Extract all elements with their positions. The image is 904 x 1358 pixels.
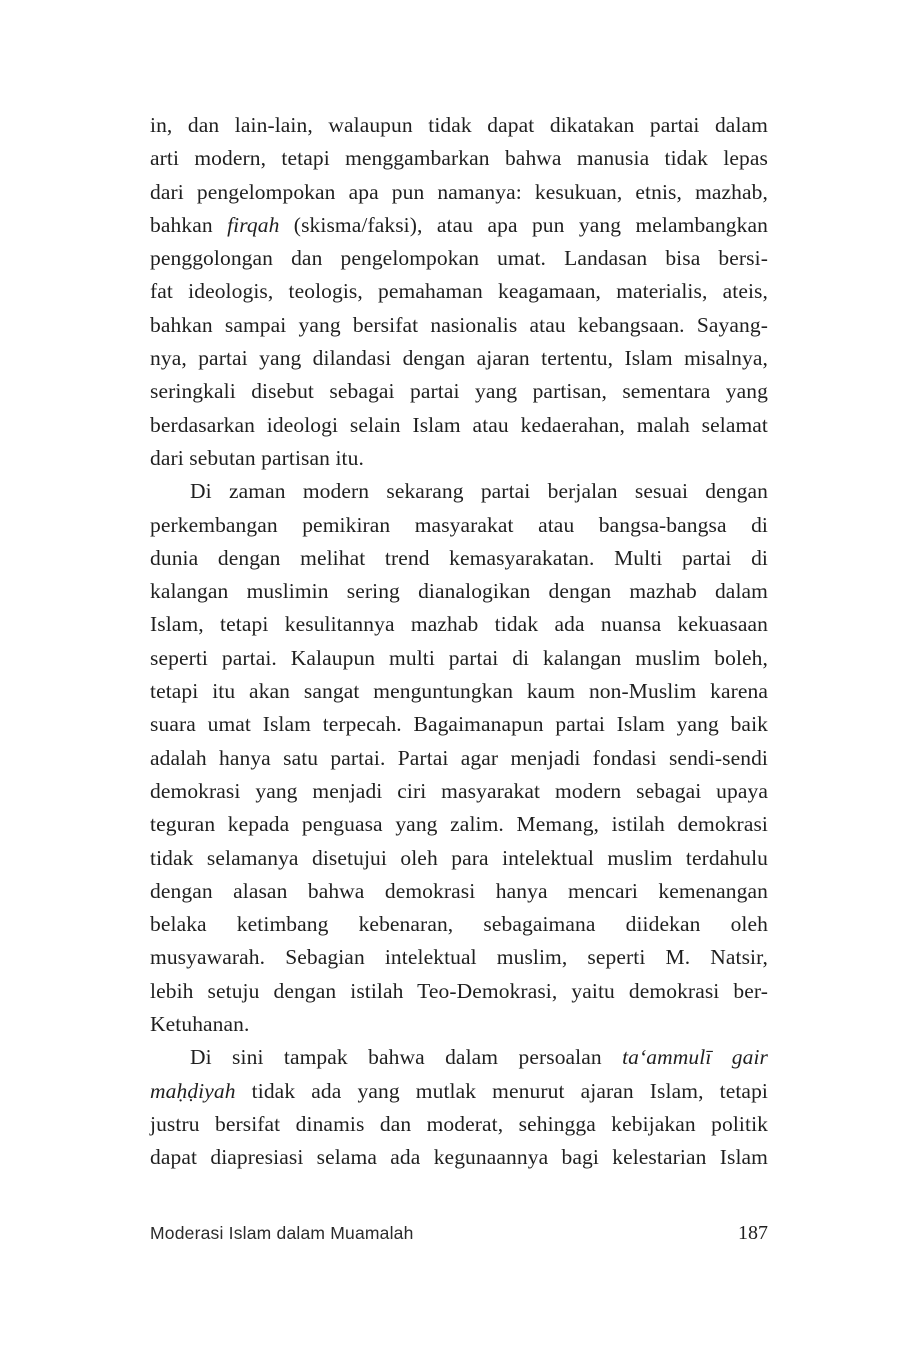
text-segment: kalangan muslimin sering dianalogikan dengan mazhab dalam [150,579,768,604]
text-segment: musyawarah. Sebagian intelektual muslim, seperti M. Natsir, [150,945,768,970]
text-segment: dari sebutan partisan itu. [150,445,364,470]
text-segment: bahkan sampai yang bersifat nasionalis atau kebangsaan. Sayang- [150,312,768,337]
paragraph [150,109,768,475]
text-segment: bahkan [150,212,228,237]
text-line [150,808,768,841]
text-line [150,775,768,808]
text-line [150,708,768,741]
text-line [150,908,768,941]
text-line [150,975,768,1008]
text-segment: seringkali disebut sebagai partai yang partisan, sementara yang [150,379,768,404]
italic-text-segment: maḥḍiyah [150,1078,236,1103]
text-segment: penggolongan dan pengelompokan umat. Landasan bisa bersi- [150,246,768,271]
text-segment: nya, partai yang dilandasi dengan ajaran tertentu, Islam misalnya, [150,346,768,371]
text-segment: Islam, tetapi kesulitannya mazhab tidak ada nuansa kekuasaan [150,612,768,637]
text-line [150,1108,768,1141]
text-line [150,675,768,708]
text-segment: lebih setuju dengan istilah Teo-Demokrasi, yaitu demokrasi ber- [150,978,768,1003]
text-segment: teguran kepada penguasa yang zalim. Memang, istilah demokrasi [150,812,768,837]
text-segment: tetapi itu akan sangat menguntungkan kaum non-Muslim karena [150,679,768,704]
text-segment: dapat diapresiasi selama ada kegunaannya bagi kelestarian Islam [150,1145,768,1170]
text-segment: dari pengelompokan apa pun namanya: kesukuan, etnis, mazhab, [150,179,768,204]
text-line [150,875,768,908]
text-segment: tidak selamanya disetujui oleh para intelektual muslim terdahulu [150,845,768,870]
text-segment: demokrasi yang menjadi ciri masyarakat modern sebagai upaya [150,778,768,803]
text-line [150,275,768,308]
text-line [150,542,768,575]
text-segment: Ketuhanan. [150,1012,250,1037]
text-line [150,941,768,974]
italic-text-segment: firqah [227,212,280,237]
text-line [150,342,768,375]
text-segment: berdasarkan ideologi selain Islam atau kedaerahan, malah selamat [150,412,768,437]
text-line [150,209,768,242]
text-line [150,1041,768,1074]
text-line [150,742,768,775]
page-footer [150,1222,768,1245]
text-segment: Di zaman modern sekarang partai berjalan sesuai dengan [190,479,768,504]
text-segment: (skisma/faksi), atau apa pun yang melambangkan [279,212,768,237]
text-line [150,109,768,142]
text-line [150,409,768,442]
text-line [150,176,768,209]
italic-text-segment: taʻammulī gair [622,1045,768,1070]
text-line [150,309,768,342]
text-line [150,509,768,542]
text-line [150,1141,768,1174]
text-segment: fat ideologis, teologis, pemahaman keagamaan, materialis, ateis, [150,279,768,304]
text-line [150,242,768,275]
text-line [150,608,768,641]
text-segment: perkembangan pemikiran masyarakat atau bangsa-bangsa di [150,512,768,537]
text-segment: Di sini tampak bahwa dalam persoalan [190,1045,623,1070]
text-line [150,1075,768,1108]
paragraph [150,1041,768,1174]
text-block [150,109,768,1175]
text-line [150,575,768,608]
text-segment: dengan alasan bahwa demokrasi hanya mencari kemenangan [150,878,768,903]
page-number: 187 [738,1222,768,1244]
text-line [150,375,768,408]
paragraph [150,475,768,1041]
text-segment: justru bersifat dinamis dan moderat, sehingga kebijakan politik [150,1111,768,1136]
text-segment: arti modern, tetapi menggambarkan bahwa manusia tidak lepas [150,146,768,171]
text-segment: suara umat Islam terpecah. Bagaimanapun partai Islam yang baik [150,712,768,737]
text-segment: seperti partai. Kalaupun multi partai di kalangan muslim boleh, [150,645,768,670]
text-segment: tidak ada yang mutlak menurut ajaran Islam, tetapi [235,1078,768,1103]
text-line [150,642,768,675]
running-title: Moderasi Islam dalam Muamalah [150,1223,414,1243]
text-line [150,142,768,175]
text-segment: dunia dengan melihat trend kemasyarakatan. Multi partai di [150,545,768,570]
text-segment: adalah hanya satu partai. Partai agar menjadi fondasi sendi-sendi [150,745,768,770]
text-segment: belaka ketimbang kebenaran, sebagaimana diidekan oleh [150,912,768,937]
text-line [150,442,768,475]
text-line [150,1008,768,1041]
text-segment: in, dan lain-lain, walaupun tidak dapat dikatakan partai dalam [150,113,768,137]
text-line [150,842,768,875]
text-line [150,475,768,508]
